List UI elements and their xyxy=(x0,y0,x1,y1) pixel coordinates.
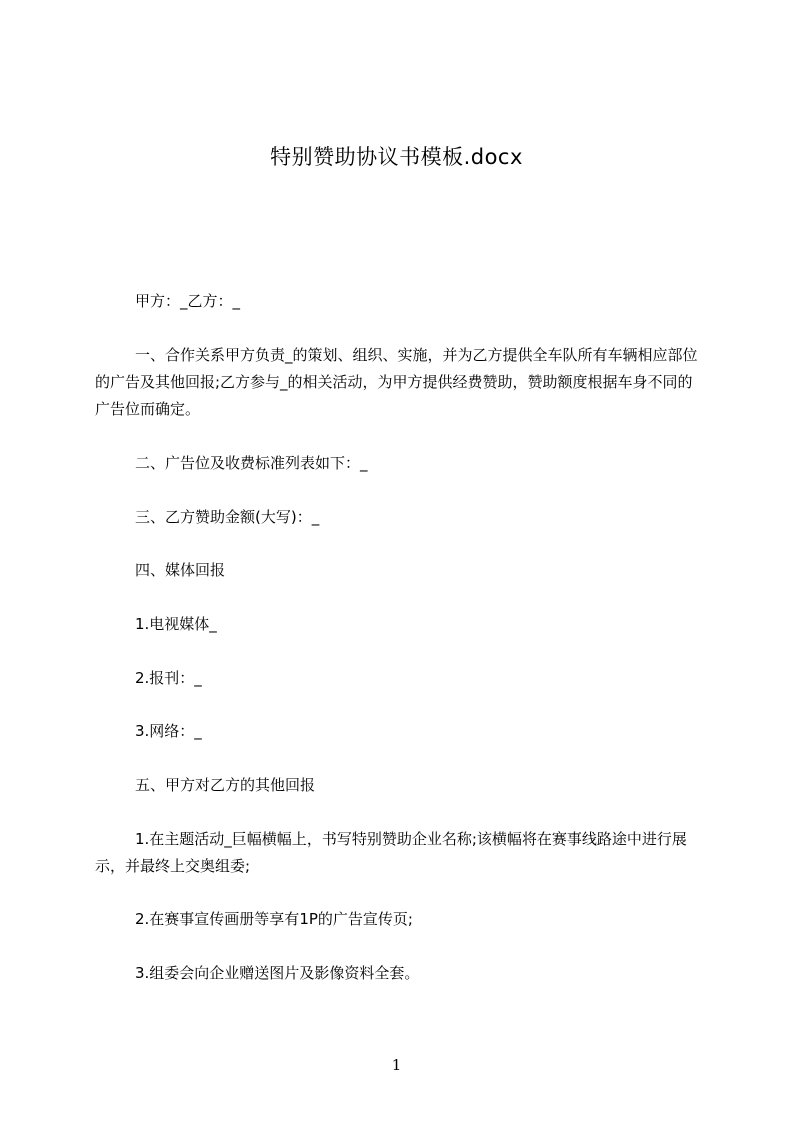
document-title: 特别赞助协议书模板.docx xyxy=(270,145,523,169)
paragraph-cooperation: 一、合作关系甲方负责_的策划、组织、实施，并为乙方提供全车队所有车辆相应部位的广告及其他回报;乙方参与_的相关活动，为甲方提供经费赞助，赞助额度根据车身不同的广告位而确定。 xyxy=(95,346,698,418)
paragraph-network: 3.网络：_ xyxy=(135,722,202,740)
paragraph-media-materials: 3.组委会向企业赠送图片及影像资料全套。 xyxy=(135,964,420,982)
paragraph-other-returns: 五、甲方对乙方的其他回报 xyxy=(135,776,316,794)
paragraph-sponsorship-amount: 三、乙方赞助金额(大写)：_ xyxy=(135,508,320,526)
page-number: 1 xyxy=(391,1056,402,1074)
paragraph-media-returns: 四、媒体回报 xyxy=(135,561,226,579)
paragraph-ad-positions: 二、广告位及收费标准列表如下：_ xyxy=(135,454,368,472)
paragraph-parties: 甲方：_乙方：_ xyxy=(135,292,241,310)
paragraph-newspaper: 2.报刊：_ xyxy=(135,669,202,687)
paragraph-banner: 1.在主题活动_巨幅横幅上，书写特别赞助企业名称;该横幅将在赛事线路途中进行展示，并最终上交奥组委; xyxy=(95,830,687,875)
paragraph-tv-media: 1.电视媒体_ xyxy=(135,615,217,633)
paragraph-brochure: 2.在赛事宣传画册等享有1P的广告宣传页; xyxy=(135,910,413,928)
